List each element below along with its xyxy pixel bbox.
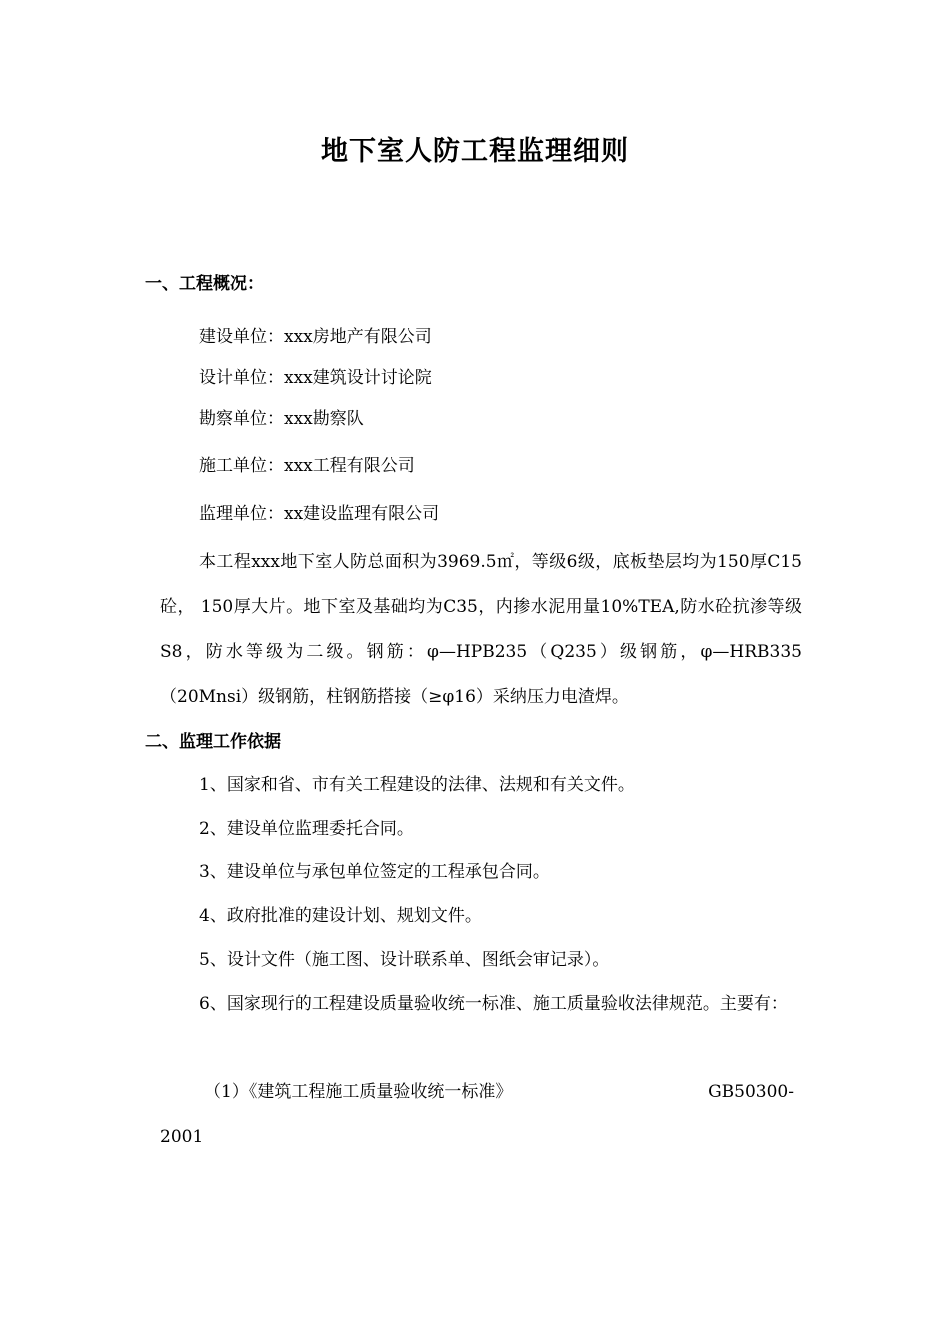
standard-name: （1）《建筑工程施工质量验收统一标准》 xyxy=(204,1082,513,1102)
project-description: 本工程xxx地下室人防总面积为3969.5㎡，等级6级，底板垫层均为150厚C15砼， 150厚大片。地下室及基础均为C35，内掺水泥用量10%TEA,防水砼抗渗等级S8，防水等级为二级。钢筋：φ—HPB235（Q235）级钢筋，φ—HRB335（20Mnsi）级钢筋，柱钢筋搭接（≥φ16）采纳压力电渣焊。 xyxy=(160,552,802,707)
unit-line-survey: 勘察单位：xxx勘察队 xyxy=(199,409,364,429)
standard-code: GB50300- xyxy=(708,1082,794,1102)
basis-item-2: 2、建设单位监理委托合同。 xyxy=(199,819,414,839)
basis-item-5: 5、设计文件（施工图、设计联系单、图纸会审记录）。 xyxy=(199,950,610,970)
basis-item-4: 4、政府批准的建设计划、规划文件。 xyxy=(199,906,482,926)
document-title: 地下室人防工程监理细则 xyxy=(321,136,629,167)
section-heading-basis: 二、监理工作依据 xyxy=(145,732,281,752)
basis-item-1: 1、国家和省、市有关工程建设的法律、法规和有关文件。 xyxy=(199,775,635,795)
unit-line-construction: 建设单位：xxx房地产有限公司 xyxy=(199,327,432,347)
unit-line-supervision: 监理单位：xx建设监理有限公司 xyxy=(199,504,440,524)
basis-item-3: 3、建设单位与承包单位签定的工程承包合同。 xyxy=(199,862,550,882)
unit-line-design: 设计单位：xxx建筑设计讨论院 xyxy=(199,368,432,388)
section-heading-overview: 一、工程概况： xyxy=(145,274,264,294)
basis-item-6: 6、国家现行的工程建设质量验收统一标准、施工质量验收法律规范。主要有： xyxy=(199,994,788,1014)
standard-row xyxy=(204,1080,794,1104)
unit-line-contractor: 施工单位：xxx工程有限公司 xyxy=(199,456,415,476)
standard-year: 2001 xyxy=(160,1127,204,1147)
